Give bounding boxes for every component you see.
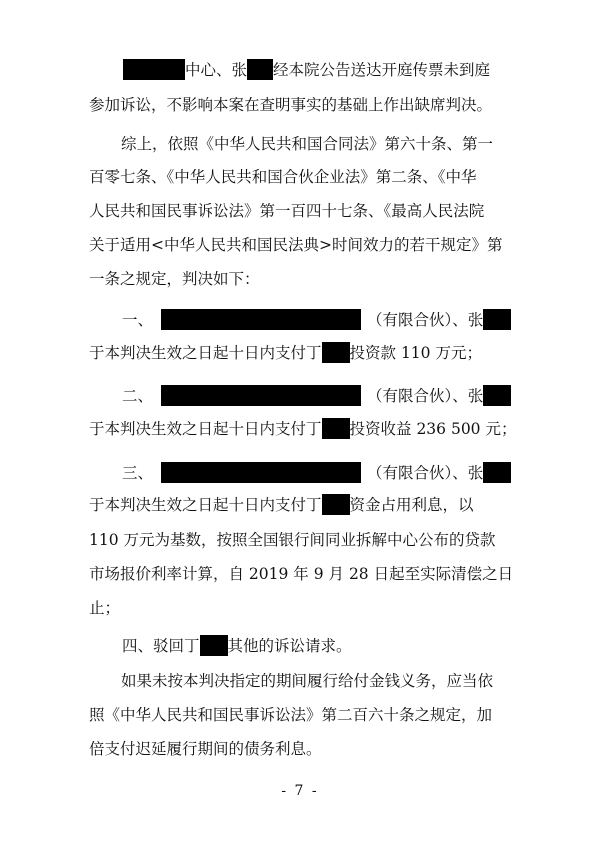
redaction-box <box>161 309 361 330</box>
text-line <box>0 492 600 518</box>
redaction-box <box>322 342 350 363</box>
text-fragment: 三、 <box>122 464 154 482</box>
judgment-item-3 <box>0 460 600 486</box>
text-line <box>0 164 600 190</box>
text-fragment: 其他的诉讼请求。 <box>227 637 352 655</box>
redaction-box <box>322 418 350 439</box>
text-line <box>0 561 600 587</box>
text-fragment: （有限合伙）、张 <box>367 311 484 329</box>
text-fragment: 关于适用<中华人民共和国民法典>时间效力的若干规定》第 <box>89 236 503 254</box>
text-line <box>0 266 600 292</box>
text-fragment: 参加诉讼，不影响本案在查明事实的基础上作出缺席判决。 <box>89 96 493 114</box>
text-line <box>0 198 600 224</box>
text-fragment: （有限合伙）、张 <box>367 464 484 482</box>
text-line <box>0 340 600 366</box>
text-fragment: 百零七条、《中华人民共和国合伙企业法》第二条、《中华 <box>89 168 477 186</box>
text-line <box>0 668 600 694</box>
text-fragment: 于本判决生效之日起十日内支付丁 <box>89 344 322 362</box>
text-line <box>0 595 600 621</box>
text-line <box>0 527 600 553</box>
text-fragment: 倍支付迟延履行期间的债务利息。 <box>89 740 322 758</box>
text-line <box>0 702 600 728</box>
judgment-item-2 <box>0 383 600 409</box>
text-fragment: 于本判决生效之日起十日内支付丁 <box>89 420 322 438</box>
text-line <box>0 57 600 83</box>
redaction-box <box>161 462 361 483</box>
text-fragment: 经本院公告送达开庭传票未到庭 <box>273 61 491 79</box>
redaction-box <box>161 385 361 406</box>
text-line <box>0 736 600 762</box>
page-number: - 7 - <box>281 783 319 799</box>
text-fragment: 人民共和国民事诉讼法》第一百四十七条、《最高人民法院 <box>89 202 485 220</box>
text-fragment: 止； <box>89 599 121 617</box>
text-fragment: 一条之规定，判决如下： <box>89 270 260 288</box>
text-line <box>0 416 600 442</box>
text-fragment: 四、驳回丁 <box>122 637 200 655</box>
text-fragment: 于本判决生效之日起十日内支付丁 <box>89 496 322 514</box>
text-line <box>0 92 600 118</box>
redaction-box <box>322 494 350 515</box>
redaction-box <box>123 59 185 80</box>
text-line <box>0 131 600 157</box>
redaction-box <box>247 59 273 80</box>
text-fragment: 二、 <box>122 387 154 405</box>
text-fragment: 中心、张 <box>185 61 248 79</box>
text-fragment: 照《中华人民共和国民事诉讼法》第二百六十条之规定，加 <box>89 706 493 724</box>
text-fragment: 投资收益 236 500 元； <box>349 420 517 438</box>
text-fragment: 综上，依照《中华人民共和国合同法》第六十条、第一 <box>121 135 494 153</box>
text-fragment: （有限合伙）、张 <box>367 387 484 405</box>
judgment-item-1 <box>0 307 600 333</box>
text-fragment: 110 万元为基数，按照全国银行间同业拆解中心公布的贷款 <box>89 531 496 549</box>
text-line <box>0 232 600 258</box>
redaction-box <box>200 635 228 656</box>
text-fragment: 资金占用利息，以 <box>349 496 474 514</box>
redaction-box <box>483 309 511 330</box>
redaction-box <box>483 385 511 406</box>
text-fragment: 一、 <box>122 311 154 329</box>
text-fragment: 投资款 110 万元； <box>349 344 482 362</box>
redaction-box <box>483 462 511 483</box>
text-fragment: 市场报价利率计算，自 2019 年 9 月 28 日起至实际清偿之日 <box>89 565 514 583</box>
text-fragment: 如果未按本判决指定的期间履行给付金钱义务，应当依 <box>121 672 494 690</box>
judgment-item-4 <box>0 633 600 659</box>
